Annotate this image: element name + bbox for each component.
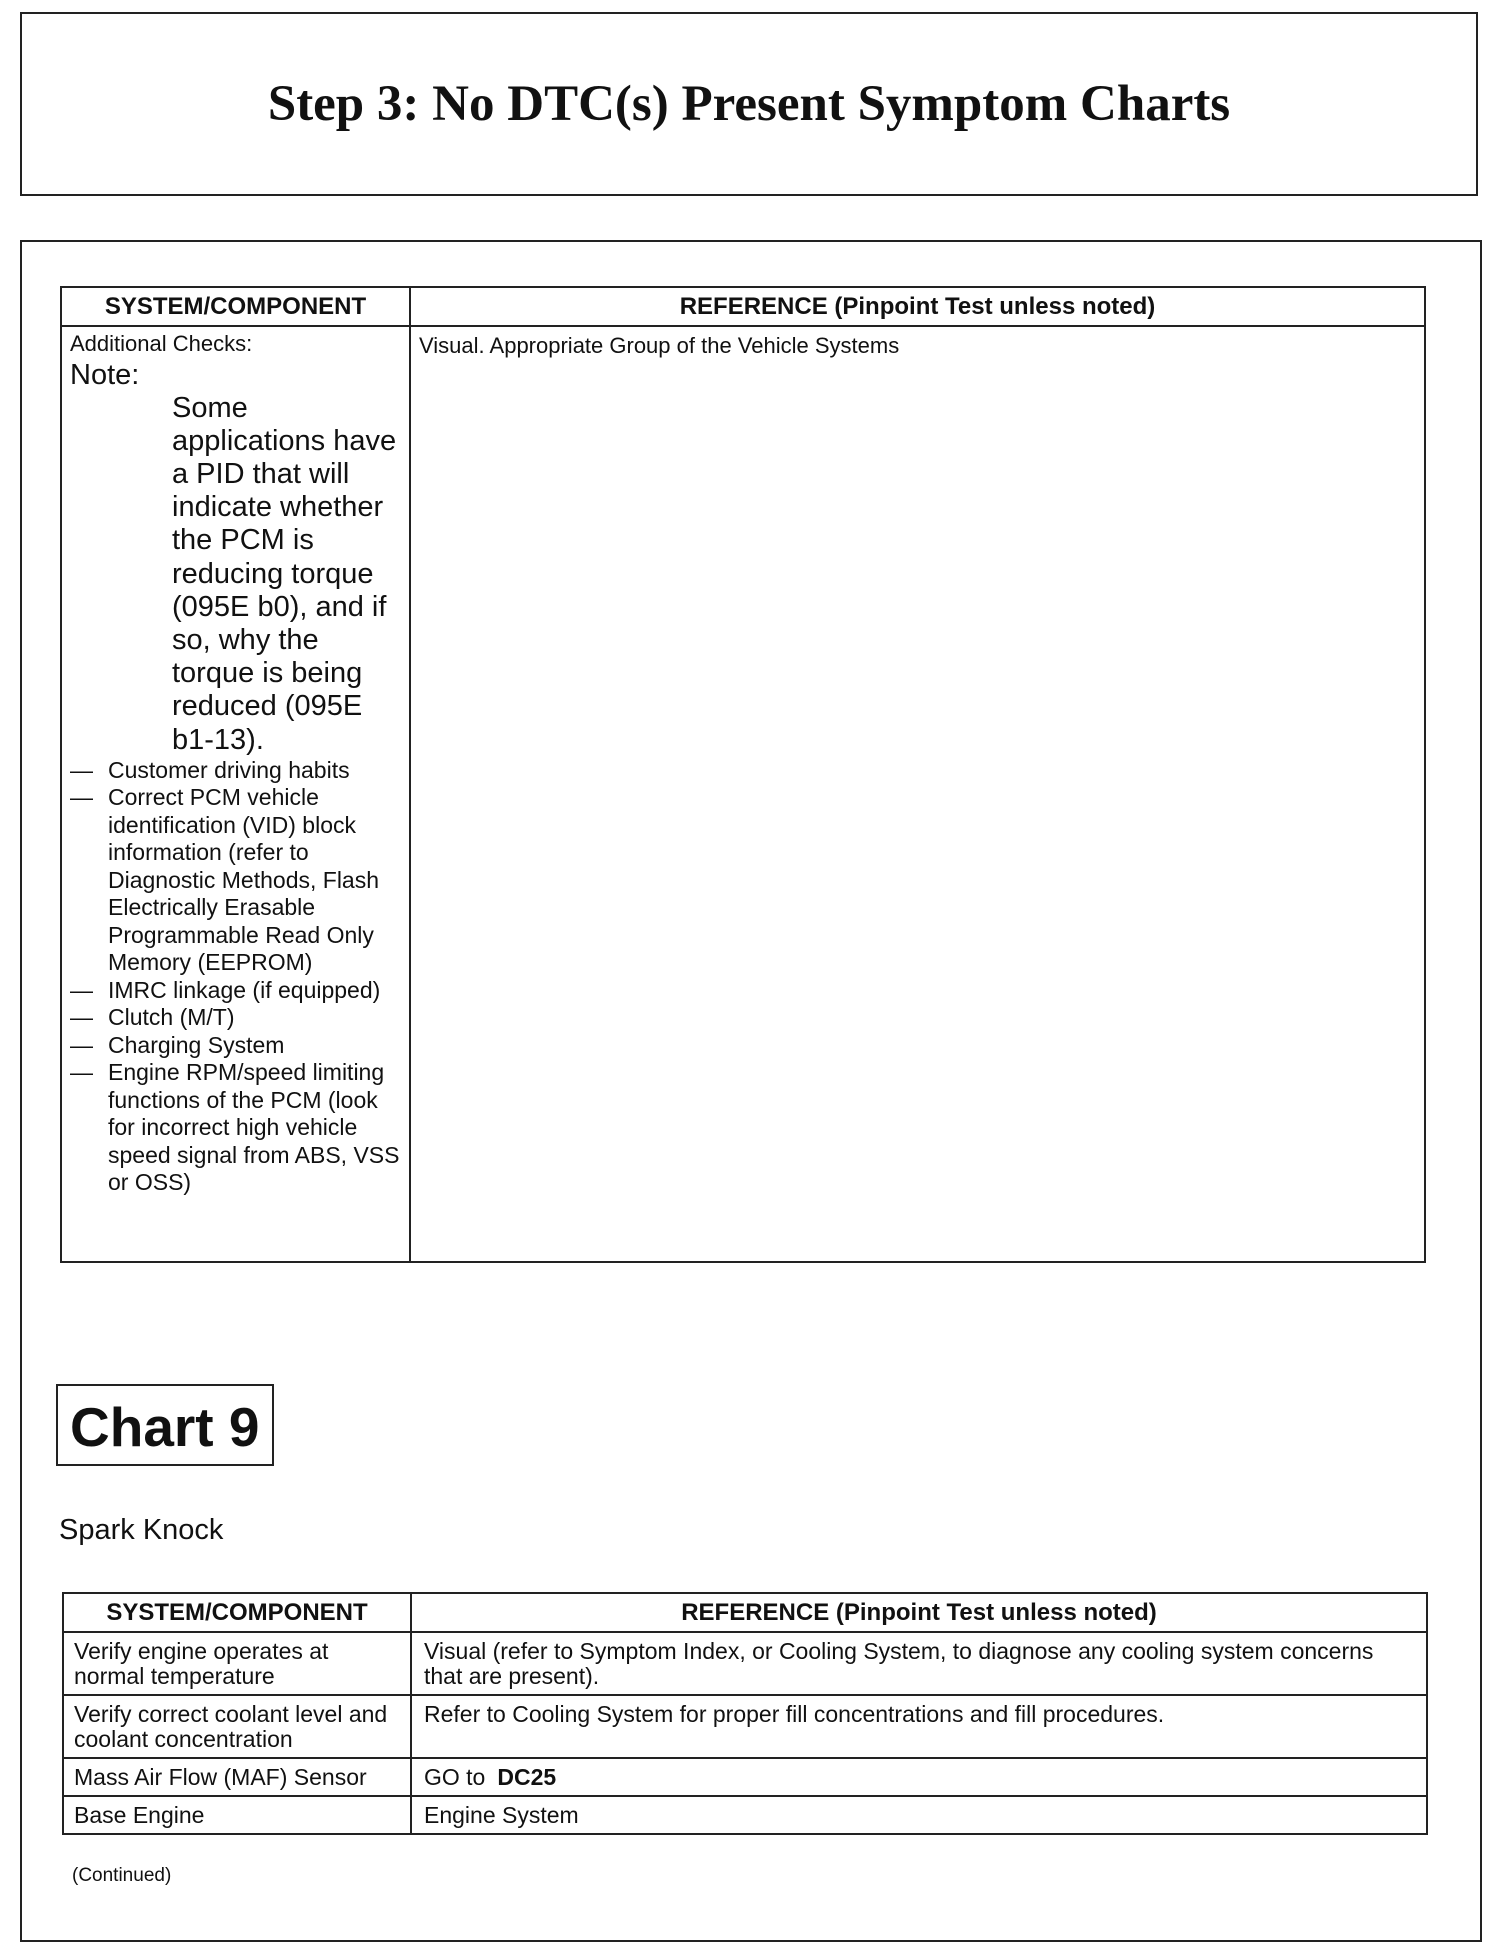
spark-knock-table (62, 1592, 1428, 1835)
component-cell: Verify correct coolant level and coolant concentration (63, 1695, 411, 1758)
diagnostic-code: DC25 (497, 1764, 557, 1790)
table-header-row (61, 287, 1425, 326)
reference-cell: Visual. Appropriate Group of the Vehicle Systems (410, 326, 1425, 1262)
additional-checks-table (60, 286, 1426, 1263)
reference-text: GO to (424, 1764, 486, 1790)
additional-checks-label: Additional Checks: (70, 331, 253, 356)
table-row (63, 1695, 1427, 1758)
component-cell (61, 326, 410, 1262)
table-row (61, 326, 1425, 1262)
column-header-reference: REFERENCE (Pinpoint Test unless noted) (411, 1593, 1427, 1632)
note-text: Some applications have a PID that will indicate whether the PCM is reducing torque (095E b0), and if so, why the torque is being reduced (095E b1-13). (172, 391, 397, 756)
table-row (63, 1632, 1427, 1695)
column-header-system-component: SYSTEM/COMPONENT (63, 1593, 411, 1632)
list-item: — Customer driving habits (70, 757, 401, 785)
list-item: — IMRC linkage (if equipped) (70, 977, 401, 1005)
reference-cell: Refer to Cooling System for proper fill concentrations and fill procedures. (411, 1695, 1427, 1758)
list-item: — Correct PCM vehicle identification (VID) block information (refer to Diagnostic Methods, Flash Electrically Erasable Programmable Read Only Memory (EEPROM) (70, 784, 401, 977)
column-header-system-component: SYSTEM/COMPONENT (61, 287, 410, 326)
component-cell: Mass Air Flow (MAF) Sensor (63, 1758, 411, 1796)
check-list (70, 757, 401, 1197)
page-title: Step 3: No DTC(s) Present Symptom Charts (267, 76, 1231, 132)
content-box (20, 240, 1482, 1942)
chart-subtitle: Spark Knock (59, 1514, 224, 1546)
list-item: — Clutch (M/T) (70, 1004, 401, 1032)
chart-label: Chart 9 (56, 1384, 274, 1466)
table-row (63, 1796, 1427, 1834)
column-header-reference: REFERENCE (Pinpoint Test unless noted) (410, 287, 1425, 326)
component-cell: Base Engine (63, 1796, 411, 1834)
note-label: Note: (70, 358, 140, 391)
reference-cell: Engine System (411, 1796, 1427, 1834)
reference-cell: Visual (refer to Symptom Index, or Cooling System, to diagnose any cooling system concerns that are present). (411, 1632, 1427, 1695)
list-item: — Engine RPM/speed limiting functions of the PCM (look for incorrect high vehicle speed signal from ABS, VSS or OSS) (70, 1059, 401, 1197)
list-item: — Charging System (70, 1032, 401, 1060)
continued-note: (Continued) (72, 1865, 172, 1886)
reference-cell (411, 1758, 1427, 1796)
table-row (63, 1758, 1427, 1796)
table-header-row (63, 1593, 1427, 1632)
component-cell: Verify engine operates at normal temperature (63, 1632, 411, 1695)
title-box (20, 12, 1478, 196)
